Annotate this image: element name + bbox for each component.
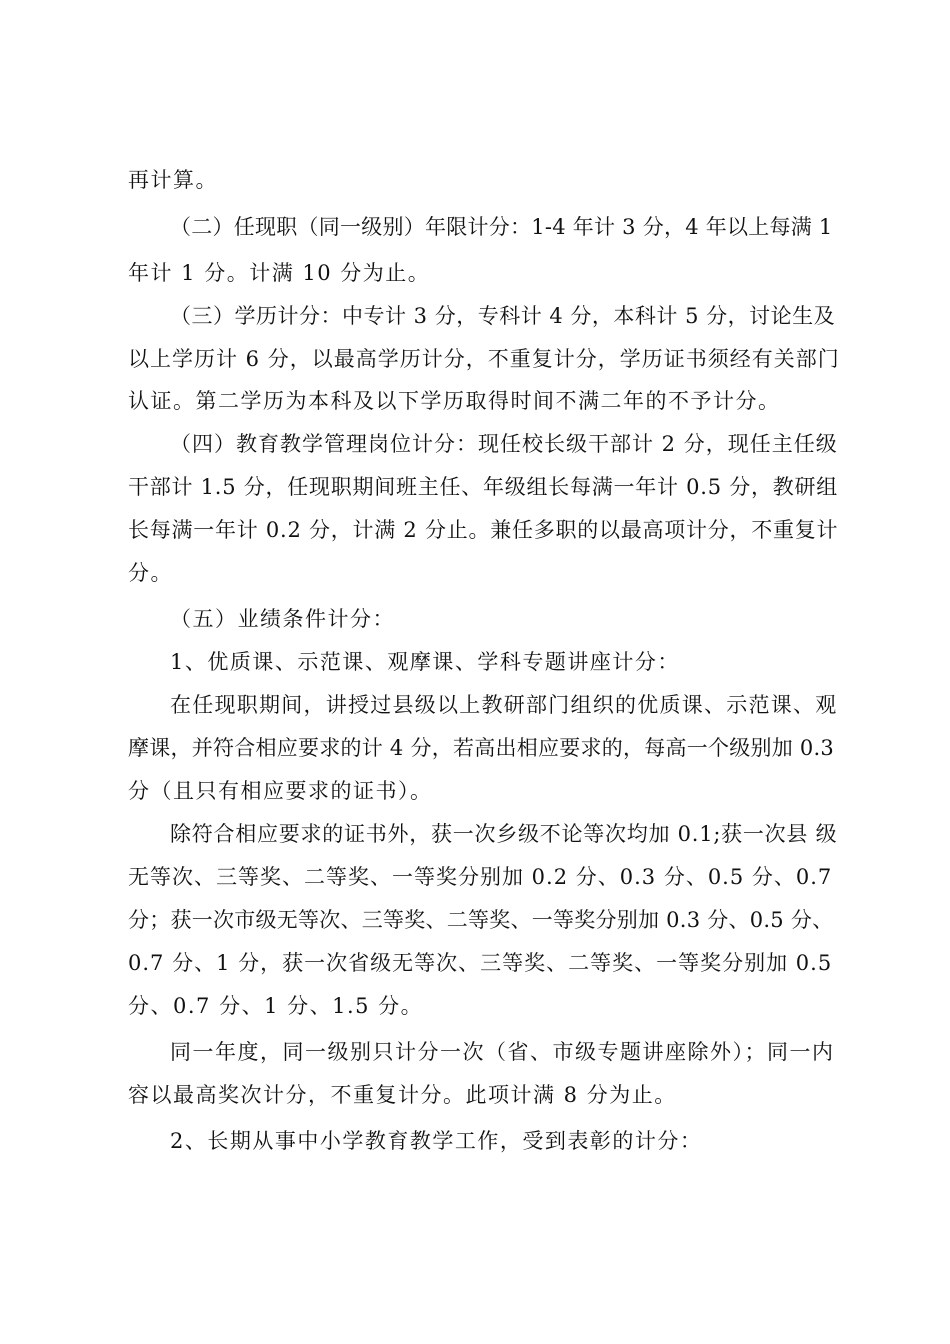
text-line: 认证。第二学历为本科及以下学历取得时间不满二年的不予计分。 <box>128 389 781 413</box>
text-line: 同一年度，同一级别只计分一次（省、市级专题讲座除外）；同一内 <box>170 1040 835 1064</box>
text-line: 无等次、三等奖、二等奖、一等奖分别加 0.2 分、0.3 分、0.5 分、0.7 <box>128 865 833 889</box>
text-line: 分；获一次市级无等次、三等奖、二等奖、一等奖分别加 0.3 分、0.5 分、 <box>128 908 834 932</box>
text-line: 年计 1 分。计满 10 分为止。 <box>128 261 431 285</box>
text-line: 1、优质课、示范课、观摩课、学科专题讲座计分： <box>170 650 680 674</box>
text-line: 摩课，并符合相应要求的计 4 分，若高出相应要求的，每高一个级别加 0.3 <box>128 736 835 760</box>
text-line: （四）教育教学管理岗位计分：现任校长级干部计 2 分，现任主任级 <box>170 432 838 456</box>
text-line: 分。 <box>128 561 173 585</box>
text-line: 除符合相应要求的证书外，获一次乡级不论等次均加 0.1;获一次县 级 <box>170 822 838 846</box>
text-line: （五）业绩条件计分： <box>170 607 395 631</box>
text-line: 容以最高奖次计分，不重复计分。此项计满 8 分为止。 <box>128 1083 677 1107</box>
text-line: 2、长期从事中小学教育教学工作，受到表彰的计分： <box>170 1129 703 1153</box>
text-line: 再计算。 <box>128 168 218 192</box>
text-line: 0.7 分、1 分，获一次省级无等次、三等奖、二等奖、一等奖分别加 0.5 <box>128 951 833 975</box>
text-line: （三）学历计分：中专计 3 分，专科计 4 分，本科计 5 分，讨论生及 <box>170 304 836 328</box>
text-line: 分、0.7 分、1 分、1.5 分。 <box>128 994 424 1018</box>
text-line: （二）任现职（同一级别）年限计分：1-4 年计 3 分，4 年以上每满 1 <box>170 215 833 239</box>
text-line: 以上学历计 6 分，以最高学历计分，不重复计分，学历证书须经有关部门 <box>128 347 840 371</box>
text-line: 干部计 1.5 分，任现职期间班主任、年级组长每满一年计 0.5 分，教研组 <box>128 475 838 499</box>
text-line: 分（且只有相应要求的证书）。 <box>128 779 433 803</box>
text-line: 在任现职期间，讲授过县级以上教研部门组织的优质课、示范课、观 <box>170 693 838 717</box>
text-line: 长每满一年计 0.2 分，计满 2 分止。兼任多职的以最高项计分，不重复计 <box>128 518 839 542</box>
